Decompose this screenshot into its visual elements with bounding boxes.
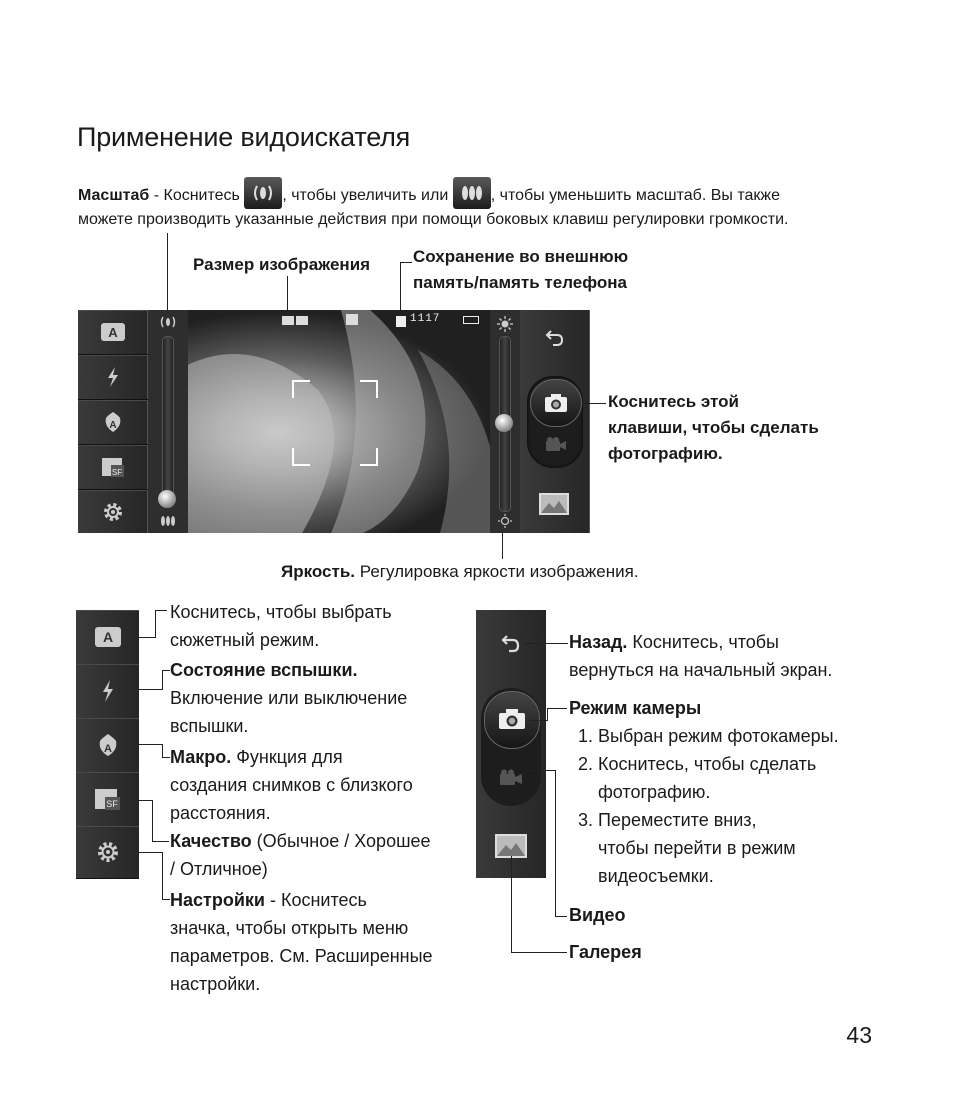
text-line: параметров. См. Расширенные bbox=[170, 946, 433, 966]
leader-line bbox=[162, 744, 163, 758]
step-line: фотографию. bbox=[598, 782, 711, 802]
storage-callout-1: Сохранение во внешнюю bbox=[413, 247, 629, 266]
leader-line bbox=[162, 852, 163, 900]
right-control-strip bbox=[520, 310, 590, 533]
quality-description bbox=[170, 827, 431, 883]
text-line: настройки. bbox=[170, 974, 261, 994]
leader-line bbox=[523, 643, 568, 644]
macro-label: Макро. bbox=[170, 747, 232, 767]
intro-line-2: можете производить указанные действия при помощи боковых клавиш регулировки громкости. bbox=[78, 211, 789, 228]
right-icons-strip bbox=[476, 610, 546, 878]
text-line: вернуться на начальный экран. bbox=[569, 660, 833, 680]
text-line: Коснитесь, чтобы выбрать bbox=[170, 602, 392, 622]
settings-gear-icon bbox=[102, 501, 124, 523]
video-label bbox=[569, 901, 626, 929]
camera-icon bbox=[498, 708, 526, 730]
flash-description bbox=[170, 656, 407, 740]
left-settings-strip bbox=[78, 310, 148, 533]
camera-icon bbox=[544, 393, 568, 413]
leader-line bbox=[155, 610, 156, 638]
quality-label: Качество bbox=[170, 831, 252, 851]
quality-icon bbox=[94, 787, 122, 811]
focus-bracket bbox=[292, 380, 310, 398]
macro-description bbox=[170, 743, 413, 827]
step-line: видеосъемки. bbox=[598, 866, 714, 886]
shots-remaining: 1117 bbox=[410, 313, 441, 325]
focus-bracket bbox=[360, 380, 378, 398]
leader-line bbox=[555, 916, 567, 917]
camera-mode-steps bbox=[578, 722, 839, 890]
back-icon[interactable] bbox=[500, 632, 522, 654]
scene-mode-button[interactable] bbox=[78, 310, 148, 355]
video-camera-icon bbox=[499, 768, 523, 786]
brightness-low-icon bbox=[497, 513, 513, 529]
leader-line bbox=[547, 708, 567, 709]
leader-line bbox=[582, 403, 606, 404]
focus-bracket bbox=[292, 448, 310, 466]
leader-line bbox=[139, 800, 153, 801]
gallery-icon bbox=[497, 836, 525, 856]
brightness-high-icon bbox=[497, 316, 513, 332]
shutter-callout-1: Коснитесь этой bbox=[608, 392, 739, 411]
scene-icon bbox=[94, 626, 122, 648]
leader-line bbox=[162, 670, 170, 671]
intro-text: - Коснитесь bbox=[149, 187, 245, 205]
quality-icon bbox=[101, 456, 125, 478]
scene-icon bbox=[100, 322, 126, 342]
page-number: 43 bbox=[846, 1022, 872, 1048]
step-line: 2. Коснитесь, чтобы сделать bbox=[578, 754, 817, 774]
scene-description bbox=[170, 598, 392, 654]
page-title: Применение видоискателя bbox=[77, 122, 411, 152]
leader-line bbox=[502, 533, 503, 559]
text-line: Функция для bbox=[231, 747, 343, 767]
iso-icon bbox=[346, 314, 358, 325]
gallery-label-text: Галерея bbox=[569, 942, 642, 962]
image-size-icon bbox=[282, 316, 294, 325]
storage-callout-2: память/память телефона bbox=[413, 273, 628, 292]
leader-line bbox=[167, 233, 168, 317]
viewfinder-preview bbox=[188, 310, 490, 533]
zoom-slider-area bbox=[148, 310, 188, 533]
focus-bracket bbox=[360, 448, 378, 466]
gallery-label bbox=[569, 938, 642, 966]
quality-button[interactable] bbox=[76, 772, 139, 827]
image-size-callout: Размер изображения bbox=[193, 255, 371, 274]
text-line: Коснитесь, чтобы bbox=[627, 632, 779, 652]
flash-button[interactable] bbox=[76, 664, 139, 719]
battery-icon bbox=[463, 316, 479, 324]
leader-line bbox=[162, 899, 170, 900]
preview-image bbox=[188, 310, 490, 533]
intro-text: , чтобы увеличить или bbox=[282, 187, 453, 205]
text-line: (Обычное / Хорошее bbox=[251, 831, 431, 851]
text-line: расстояния. bbox=[170, 803, 271, 823]
leader-line bbox=[152, 841, 169, 842]
intro-line-1 bbox=[78, 180, 878, 212]
gallery-button[interactable] bbox=[539, 493, 569, 515]
gallery-button[interactable] bbox=[495, 834, 527, 858]
macro-button[interactable] bbox=[76, 718, 139, 773]
storage-icon bbox=[396, 316, 406, 327]
shutter-callout-3: фотографию. bbox=[608, 444, 723, 463]
leader-line bbox=[511, 856, 512, 953]
text-line: вспышки. bbox=[170, 716, 249, 736]
back-icon[interactable] bbox=[545, 327, 565, 347]
zoom-in-icon bbox=[244, 177, 282, 209]
settings-label: Настройки bbox=[170, 890, 265, 910]
gallery-icon bbox=[541, 495, 567, 513]
status-bar bbox=[282, 314, 392, 328]
leader-line bbox=[139, 637, 155, 638]
svg-text:A: A bbox=[103, 743, 112, 755]
macro-icon bbox=[102, 410, 124, 434]
scene-mode-button[interactable] bbox=[76, 610, 139, 665]
camera-screen bbox=[78, 310, 590, 533]
brightness-caption bbox=[281, 558, 639, 586]
back-description bbox=[569, 628, 832, 684]
settings-button[interactable] bbox=[76, 826, 139, 879]
brightness-label: Яркость. bbox=[281, 562, 356, 581]
svg-text:A: A bbox=[108, 325, 118, 340]
zoom-slider-knob[interactable] bbox=[158, 490, 176, 508]
step-line: чтобы перейти в режим bbox=[598, 838, 796, 858]
text-line: создания снимков с близкого bbox=[170, 775, 413, 795]
svg-text:A: A bbox=[102, 629, 113, 645]
flash-icon bbox=[105, 366, 121, 388]
flash-label: Состояние вспышки. bbox=[170, 660, 358, 680]
brightness-slider-area bbox=[490, 310, 520, 533]
text-line: сюжетный режим. bbox=[170, 630, 320, 650]
zoom-in-icon bbox=[160, 316, 176, 328]
leader-line bbox=[162, 670, 163, 690]
video-label-text: Видео bbox=[569, 905, 626, 925]
brightness-slider-knob[interactable] bbox=[495, 414, 513, 432]
leader-line bbox=[152, 800, 153, 842]
leader-line bbox=[547, 708, 548, 721]
back-label: Назад. bbox=[569, 632, 628, 652]
shutter-callout-2: клавиши, чтобы сделать bbox=[608, 418, 819, 437]
settings-button[interactable] bbox=[78, 490, 148, 533]
mode-switch[interactable] bbox=[481, 688, 541, 806]
text-line: - Коснитесь bbox=[264, 890, 367, 910]
step-line: 3. Переместите вниз, bbox=[578, 810, 757, 830]
leader-line bbox=[139, 689, 163, 690]
svg-text:SF: SF bbox=[105, 799, 118, 809]
leader-line bbox=[162, 757, 170, 758]
zoom-slider-track[interactable] bbox=[162, 336, 174, 508]
settings-description bbox=[170, 886, 433, 998]
leader-line bbox=[511, 952, 567, 953]
quality-status-icon bbox=[296, 316, 308, 325]
left-icons-strip bbox=[76, 610, 139, 878]
settings-gear-icon bbox=[96, 840, 120, 864]
leader-line bbox=[528, 770, 556, 771]
brightness-text: Регулировка яркости изображения. bbox=[355, 562, 639, 581]
text-line: Включение или выключение bbox=[170, 688, 408, 708]
video-camera-icon bbox=[545, 436, 567, 452]
macro-button[interactable] bbox=[78, 400, 148, 445]
text-line: / Отличное) bbox=[170, 859, 268, 879]
leader-line bbox=[400, 262, 412, 263]
quality-button[interactable] bbox=[78, 445, 148, 490]
zoom-out-icon bbox=[453, 177, 491, 209]
camera-mode-label: Режим камеры bbox=[569, 698, 702, 718]
leader-line bbox=[139, 852, 163, 853]
zoom-label: Масштаб bbox=[78, 187, 150, 205]
flash-icon bbox=[100, 679, 116, 703]
leader-line bbox=[139, 744, 163, 745]
svg-text:A: A bbox=[109, 420, 117, 431]
macro-icon bbox=[96, 732, 120, 758]
leader-line bbox=[555, 770, 556, 917]
leader-line bbox=[530, 720, 547, 721]
flash-button[interactable] bbox=[78, 355, 148, 400]
leader-line bbox=[155, 610, 167, 611]
shutter-button[interactable] bbox=[530, 379, 582, 427]
zoom-out-icon bbox=[159, 515, 177, 527]
step-line: 1. Выбран режим фотокамеры. bbox=[578, 726, 839, 746]
svg-text:SF: SF bbox=[111, 468, 123, 477]
text-line: значка, чтобы открыть меню bbox=[170, 918, 409, 938]
camera-mode-title bbox=[569, 694, 701, 722]
mode-switch[interactable] bbox=[527, 376, 583, 468]
intro-text: , чтобы уменьшить масштаб. Вы также bbox=[490, 187, 780, 205]
